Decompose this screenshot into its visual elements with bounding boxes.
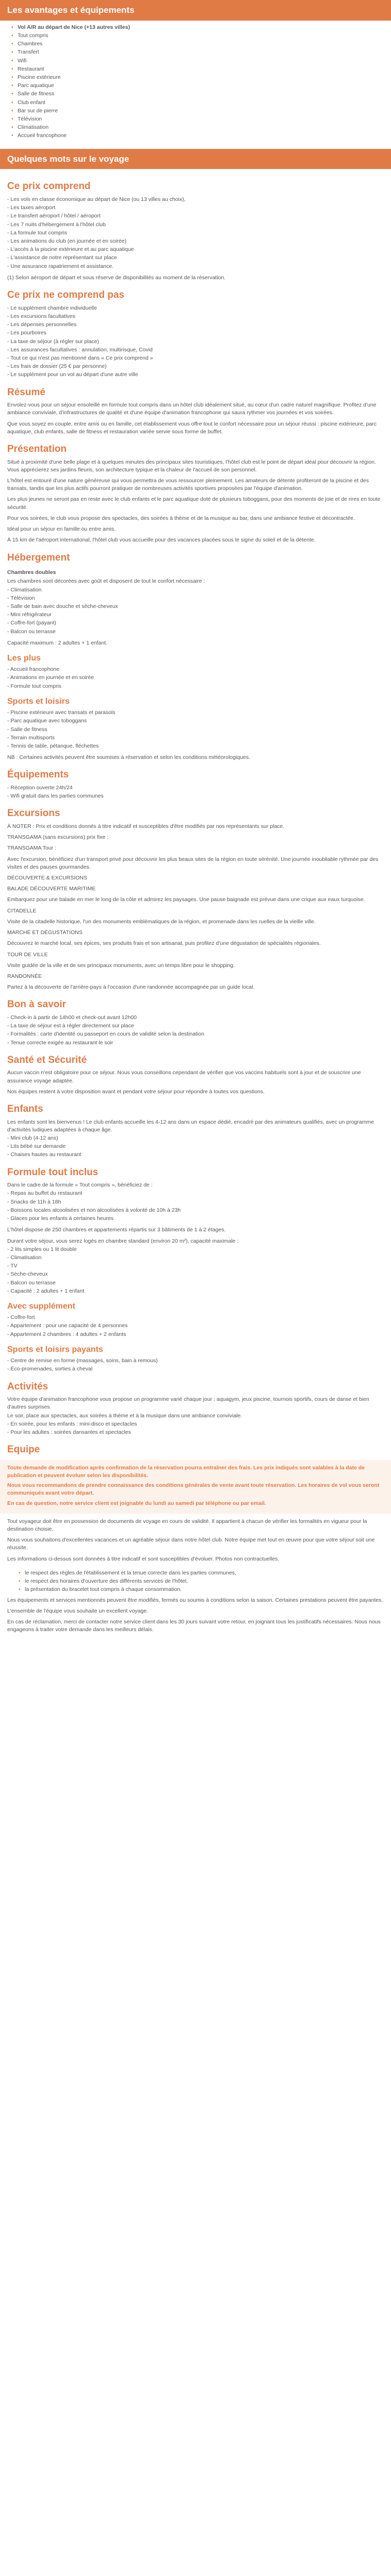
paid-sports-list — [7, 1357, 384, 1373]
text-line: Les enfants sont les bienvenus ! Le club enfants accueille les 4-12 ans dans un espace dédié, encadré par des animateurs qualifiés, avec un programme d'activités ludiques adaptées à chaque âge. — [7, 1118, 374, 1133]
trip-content — [0, 169, 391, 1643]
text-line: Nous vous recommandons de prendre connaissance des conditions générales de vente avant toute réservation. Les horaires de vol vous seront communiqués avant votre départ. — [7, 1482, 380, 1497]
text-line: - Glaces pour les enfants à certaines heures — [7, 1215, 114, 1222]
presentation-short: Idéal pour un séjour en famille ou entre amis. — [7, 526, 116, 533]
advantages-banner: Les avantages et équipements — [0, 0, 391, 21]
rooms-title: Hébergement — [7, 552, 70, 563]
rooms-note: Capacité maximum : 2 adultes + 1 enfant. — [7, 639, 108, 646]
formula-list — [7, 1181, 384, 1223]
excursions-title: Excursions — [7, 808, 60, 819]
text-line: - La taxe de séjour (à régler sur place) — [7, 338, 100, 345]
excursions-list — [7, 834, 384, 991]
text-line: - Le supplément pour un vol au départ d'une autre ville — [7, 371, 138, 378]
text-line: Aucun vaccin n'est obligatoire pour ce séjour. Nous vous conseillons cependant de vérifier que vos vaccins habituels sont à jour et de souscrire une assurance voyage adaptée. — [7, 1070, 361, 1084]
text-line: Nous vous souhaitons d'excellentes vacances et un agréable séjour dans notre hôtel club. Notre équipe met tout en œuvre pour que votre séjour soit une réussite. — [7, 1537, 375, 1551]
text-line: - Formule tout compris — [7, 683, 62, 689]
advantage-item: • Climatisation — [11, 124, 384, 131]
text-line: Avec l'excursion, bénéficiez d'un transport privé pour découvrir les plus beaux sites de la région en toute sérénité. Une journée inoubliable rythmée par des visites et des pauses gourmandes. — [7, 856, 379, 870]
included-note: (1) Selon aéroport de départ et sous réserve de disponibilités au moment de la réservation. — [7, 274, 226, 281]
text-line: - Animations en journée et en soirée — [7, 674, 94, 681]
text-line: - Les frais de dossier (25 € par personne) — [7, 363, 107, 370]
text-line: Durant votre séjour, vous serez logés en chambre standard (environ 20 m²), capacité maximale : — [7, 1238, 239, 1244]
text-line: Les chambres sont décorées avec goût et disposent de tout le confort nécessaire : — [7, 578, 205, 585]
children-list — [7, 1118, 384, 1159]
text-line: TRANSGAMA Tour : — [7, 845, 56, 852]
text-line: Les plus jeunes ne seront pas en reste avec le club enfants et le parc aquatique doté de plusieurs toboggans, pour des moments de joie et de rires en toute sécurité. — [7, 496, 381, 511]
formula-note: L'hôtel dispose de 250 chambres et appartements répartis sur 3 bâtiments de 1 à 2 étages. — [7, 1227, 226, 1233]
closing-bullet: • la présentation du bracelet tout compris à chaque consommation. — [19, 1586, 377, 1594]
text-line: - L'assistance de notre représentant sur place — [7, 255, 117, 261]
text-line: - Repas au buffet du restaurant — [7, 1190, 83, 1197]
text-line: - Coffre-fort (payant) — [7, 620, 56, 626]
health-text — [7, 1069, 384, 1096]
excursions-intro: À NOTER : Prix et conditions donnés à titre indicatif et susceptibles d'être modifiés par nos représentants sur place. — [7, 823, 285, 829]
text-line: - En soirée, pour les enfants : mini-disco et spectacles — [7, 1420, 137, 1427]
equipment-list — [7, 784, 384, 800]
advantage-item: • Bar sur de pierre — [11, 107, 384, 115]
notice-highlight — [0, 1460, 391, 1514]
text-line: - Boissons locales alcoolisées et non alcoolisées à volonté de 10h à 23h — [7, 1207, 181, 1213]
text-line: BALADE DÉCOUVERTE MARITIME — [7, 886, 96, 892]
sports-note: NB : Certaines activités peuvent être soumises à réservation et selon les conditions météorologiques. — [7, 754, 250, 761]
rooms-list — [7, 578, 384, 636]
text-line: - Le transfert aéroport / hôtel / aéroport — [7, 213, 101, 219]
activities-list — [7, 1396, 384, 1436]
advantage-item: • Chambres — [11, 40, 384, 48]
supplements-title: Avec supplément — [7, 1302, 75, 1311]
text-line: Votre équipe d'animation francophone vous propose un programme varié chaque jour : aquagym, jeux piscine, tournois sportifs, cours de danse et bien d'autres surprises. — [7, 1396, 369, 1411]
closing-bullet: • le respect des règles de l'établissement et la tenue correcte dans les parties communes, — [19, 1569, 377, 1577]
text-line: - Mini réfrigérateur — [7, 612, 52, 618]
text-line: L'hôtel est entouré d'une nature généreuse qui vous permettra de vous ressourcer pleinement. Les amateurs de détente profiteront de la piscine et des transats, tandis que les plus actifs pourront pratiquer de nombreuses activités sportives proposées par l'équipe d'animation. — [7, 478, 369, 492]
text-line: - L'accès à la piscine extérieure et au parc aquatique — [7, 246, 134, 253]
advantage-item: • Club enfant — [11, 99, 384, 107]
text-line: - Climatisation — [7, 1254, 42, 1261]
text-line: Visite de la citadelle historique, l'un des monuments emblématiques de la région, et promenade dans les ruelles de la vieille ville. — [7, 918, 316, 925]
text-line: - La taxe de séjour est à régler directement sur place — [7, 1023, 134, 1029]
text-line: - Coffre-fort — [7, 1314, 35, 1321]
text-line: - Snacks de 11h à 18h — [7, 1198, 61, 1205]
text-line: - Check-in à partir de 14h00 et check-out avant 12h00 — [7, 1014, 137, 1021]
equipment-title: Équipements — [7, 769, 69, 781]
plus-title: Les plus — [7, 654, 41, 663]
text-line: - Salle de bain avec douche et sèche-cheveux — [7, 603, 118, 609]
plus-list — [7, 666, 384, 690]
text-line: RANDONNÉE — [7, 973, 42, 979]
text-line: - Capacité : 2 adultes + 1 enfant — [7, 1287, 85, 1294]
text-line: - Wifi gratuit dans les parties communes — [7, 793, 104, 800]
text-line: - Piscine extérieure avec transats et parasols — [7, 709, 116, 716]
text-line: CITADELLE — [7, 907, 37, 914]
text-line: - Parc aquatique avec toboggans — [7, 718, 87, 724]
paid-sports-title: Sports et loisirs payants — [7, 1345, 103, 1354]
text-line: - Terrain multisports — [7, 734, 55, 741]
summary-title: Résumé — [7, 386, 45, 398]
advantages-list — [0, 21, 391, 143]
text-line: TRANSGAMA (sans excursions) prix fixe : — [7, 834, 109, 841]
text-line: - Les taxes aéroport — [7, 205, 56, 211]
advantage-item: • Tout compris — [11, 32, 384, 40]
text-line: - Les 7 nuits d'hébergement à l'hôtel club — [7, 221, 106, 228]
supplements-list — [7, 1314, 384, 1338]
text-line: - La formule tout compris — [7, 229, 68, 236]
children-title: Enfants — [7, 1104, 43, 1115]
text-line: - Les assurances facultatives : annulation, multirisque, Covid — [7, 346, 153, 353]
presentation-title: Présentation — [7, 444, 67, 455]
text-line: En cas de question, notre service client est joignable du lundi au samedi par téléphone ou par email. — [7, 1500, 266, 1506]
text-line: - Tenue correcte exigée au restaurant le soir — [7, 1039, 113, 1046]
advantage-item: • Télévision — [11, 115, 384, 123]
text-line: - Tout ce qui n'est pas mentionné dans « Ce prix comprend » — [7, 354, 153, 361]
text-line: - Chaises hautes au restaurant — [7, 1151, 82, 1158]
text-line: TOUR DE VILLE — [7, 951, 48, 958]
closing-bullets — [7, 1566, 384, 1597]
text-line: Nos équipes restent à votre disposition avant et pendant votre séjour pour répondre à toutes vos questions. — [7, 1088, 265, 1095]
sports-list — [7, 709, 384, 750]
good-to-know-list — [7, 1014, 384, 1047]
text-line: - Les animations du club (en journée et en soirée) — [7, 238, 127, 244]
closing-bullet: • le respect des horaires d'ouverture des différents services de l'hôtel, — [19, 1578, 377, 1585]
advantage-item: • Piscine extérieure — [11, 74, 384, 81]
text-line: - Salle de fitness — [7, 726, 47, 733]
text-line: Les équipements et services mentionnés peuvent être modifiés, fermés ou soumis à conditions selon la saison. Certaines prestations peuvent être payantes. — [7, 1597, 383, 1603]
text-line: - Accueil francophone — [7, 666, 59, 673]
advantage-item: • Restaurant — [11, 65, 384, 73]
text-line: - Balcon ou terrasse — [7, 628, 56, 635]
text-line: - Formalités : carte d'identité ou passeport en cours de validité selon la destination — [7, 1031, 204, 1038]
included-list — [7, 196, 384, 270]
formula-title: Formule tout inclus — [7, 1166, 99, 1178]
text-line: Toute demande de modification après confirmation de la réservation pourra entraîner des frais. Les prix indiqués sont valables à la date de publication et peuvent évoluer selon les disponibilités. — [7, 1464, 365, 1479]
text-line: - Mini club (4-12 ans) — [7, 1135, 58, 1142]
rooms-intro: Chambres doubles — [7, 569, 56, 576]
included-title: Ce prix comprend — [7, 181, 91, 192]
excluded-list — [7, 304, 384, 379]
text-line: MARCHÉ ET DÉGUSTATIONS — [7, 929, 83, 936]
text-line: - Les dépenses personnelles — [7, 321, 77, 328]
advantage-item: • Accueil francophone — [11, 132, 384, 140]
text-line: - TV — [7, 1263, 18, 1269]
presentation-text — [7, 459, 384, 523]
text-line: L'ensemble de l'équipe vous souhaite un excellent voyage. — [7, 1607, 149, 1614]
trip-info-banner: Quelques mots sur le voyage — [0, 149, 391, 170]
good-to-know-title: Bon à savoir — [7, 999, 67, 1010]
advantage-item: • Vol A/R au départ de Nice (+13 autres villes) — [11, 24, 384, 31]
final-text — [7, 1597, 384, 1634]
text-line: Envolez-vous pour un séjour ensoleillé en formule tout compris dans un hôtel club idéalement situé, au cœur d'un cadre naturel magnifique. Profitez d'une ambiance conviviale, d'infrastructures de qualité et d'une équipe d'animation francophone qui saura rythmer vos journées et vos soirées. — [7, 402, 377, 416]
advantage-item: • Wifi — [11, 57, 384, 65]
text-line: Le soir, place aux spectacles, aux soirées à thème et à la musique dans une ambiance conviviale. — [7, 1412, 242, 1419]
text-line: Tout voyageur doit être en possession de documents de voyage en cours de validité. Il appartient à chacun de vérifier les formalités en vigueur pour la destination choisie. — [7, 1518, 367, 1533]
text-line: Visite guidée de la ville et de ses principaux monuments, avec un temps libre pour le shopping. — [7, 962, 235, 969]
text-line: - Pour les adultes : soirées dansantes et spectacles — [7, 1429, 131, 1435]
text-line: - Les vols en classe économique au départ de Nice (ou 13 villes au choix), — [7, 196, 186, 202]
text-line: - Balcon ou terrasse — [7, 1279, 56, 1286]
text-line: - Lits bébé sur demande — [7, 1143, 66, 1150]
text-line: Que vous soyez en couple, entre amis ou en famille, cet établissement vous offre tout le confort nécessaire pour un séjour réussi : piscine extérieure, parc aquatique, club enfants, salle de fitness et restauration variée servie sous forme de buffet. — [7, 420, 377, 435]
excluded-title: Ce prix ne comprend pas — [7, 290, 125, 301]
text-line: - Éco-promenades, sorties à cheval — [7, 1366, 93, 1372]
text-line: Situé à proximité d'une belle plage et à quelques minutes des principaux sites touristiques, l'hôtel club est le point de départ idéal pour découvrir la région. Vous apprécierez ses jardins fleuris, son architecture typique et la chaleur de l'accueil de son personnel. — [7, 459, 376, 473]
advantage-item: • Transfert — [11, 48, 384, 56]
formula-extra-list — [7, 1238, 384, 1296]
text-line: - Une assurance rapatriement et assistance. — [7, 263, 114, 269]
text-line: DÉCOUVERTE & EXCURSIONS — [7, 875, 88, 882]
text-line: Les informations ci-dessus sont données à titre indicatif et sont susceptibles d'évoluer. Photos non contractuelles. — [7, 1555, 280, 1562]
text-line: Dans le cadre de la formule « Tout compris », bénéficiez de : — [7, 1182, 153, 1189]
text-line: - Le supplément chambre individuelle — [7, 304, 97, 311]
text-line: Embarquez pour une balade en mer le long de la côte et admirez les paysages. Une pause baignade est prévue dans une crique aux eaux turquoise. — [7, 896, 365, 903]
text-line: - Appartement : pour une capacité de 4 personnes — [7, 1323, 128, 1329]
text-line: - Les excursions facultatives — [7, 313, 75, 319]
text-line: - Télévision — [7, 595, 35, 601]
advantage-item: • Salle de fitness — [11, 90, 384, 98]
text-line: - Sèche-cheveux — [7, 1271, 48, 1278]
health-title: Santé et Sécurité — [7, 1054, 87, 1065]
activities-title: Activités — [7, 1381, 48, 1392]
text-line: En cas de réclamation, merci de contacter notre service client dans les 30 jours suivant votre retour, en joignant tous les justificatifs nécessaires. Nous nous engageons à traiter votre demande dans les meilleurs délais. — [7, 1619, 381, 1633]
text-line: - Tennis de table, pétanque, fléchettes — [7, 742, 99, 749]
text-line: - Les pourboires — [7, 330, 46, 336]
text-line: - 2 lits simples ou 1 lit double — [7, 1246, 77, 1252]
presentation-extra: À 15 km de l'aéroport international, l'hôtel club vous accueille pour des vacances placées sous le signe du soleil et de la détente. — [7, 537, 316, 544]
text-line: Découvrez le marché local, ses épices, ses produits frais et son artisanat, puis profitez d'une dégustation de spécialités régionales. — [7, 940, 321, 947]
text-line: - Réception ouverte 24h/24 — [7, 784, 73, 791]
summary-text — [7, 401, 384, 436]
sports-title: Sports et loisirs — [7, 697, 70, 706]
closing-text — [7, 1518, 384, 1563]
text-line: - Climatisation — [7, 586, 42, 593]
advantage-item: • Parc aquatique — [11, 82, 384, 90]
text-line: - Appartement 2 chambres : 4 adultes + 2 enfants — [7, 1331, 126, 1337]
notice-title: Equipe — [7, 1444, 40, 1455]
text-line: Partez à la découverte de l'arrière-pays à l'occasion d'une randonnée accompagnée par un guide local. — [7, 984, 255, 991]
text-line: - Centre de remise en forme (massages, soins, bain à remous) — [7, 1358, 158, 1364]
text-line: Pour vos soirées, le club vous propose des spectacles, des soirées à thème et de la musique au bar, dans une ambiance festive et décontractée. — [7, 515, 355, 521]
